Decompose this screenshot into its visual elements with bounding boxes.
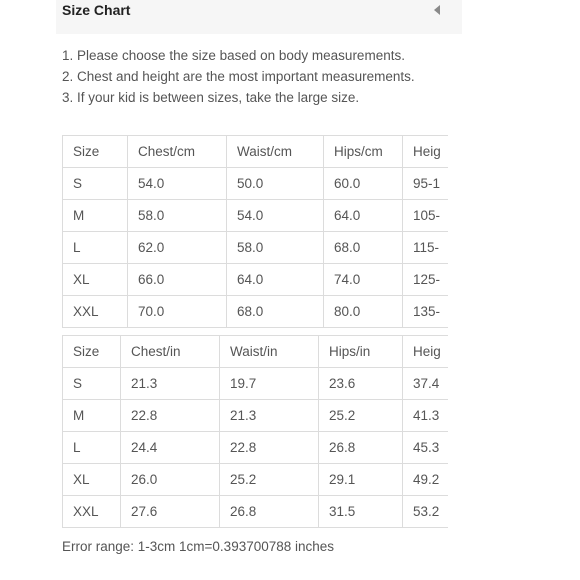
cm-table-cell: 95-1 [403, 168, 449, 200]
cm-table-cell: S [63, 168, 128, 200]
cm-table-cell: 50.0 [227, 168, 324, 200]
cm-table-cell: 74.0 [324, 264, 403, 296]
in-table-cell: 25.2 [220, 464, 319, 496]
cm-table-cell: L [63, 232, 128, 264]
in-table-container[interactable] [62, 335, 448, 536]
in-header-cell: Chest/in [121, 336, 220, 368]
in-table-cell: XL [63, 464, 121, 496]
cm-table-row [63, 264, 449, 296]
cm-table-row [63, 168, 449, 200]
in-header-cell: Waist/in [220, 336, 319, 368]
cm-table-cell: 54.0 [227, 200, 324, 232]
cm-table-cell: XL [63, 264, 128, 296]
cm-table-cell: 80.0 [324, 296, 403, 328]
note-1: 1. Please choose the size based on body measurements. [62, 48, 405, 63]
in-table-row [63, 496, 449, 528]
cm-table-cell: M [63, 200, 128, 232]
cm-table-cell: 60.0 [324, 168, 403, 200]
cm-table-cell: 125- [403, 264, 449, 296]
in-table-row [63, 464, 449, 496]
in-table-cell: 24.4 [121, 432, 220, 464]
cm-header-cell: Size [63, 136, 128, 168]
collapse-arrow-icon[interactable] [434, 5, 440, 15]
in-table-cell: S [63, 368, 121, 400]
size-chart-header[interactable] [56, 0, 462, 34]
size-chart-title: Size Chart [62, 2, 131, 18]
cm-table-row [63, 296, 449, 328]
in-table-cell: 31.5 [319, 496, 403, 528]
in-table-cell: 26.8 [220, 496, 319, 528]
cm-header-cell: Heig [403, 136, 449, 168]
cm-table-cell: XXL [63, 296, 128, 328]
in-table-cell: 26.0 [121, 464, 220, 496]
in-table-cell: 41.3 [403, 400, 449, 432]
size-table-in [62, 335, 448, 528]
in-table-cell: XXL [63, 496, 121, 528]
in-table-cell: 29.1 [319, 464, 403, 496]
cm-table-cell: 135- [403, 296, 449, 328]
cm-table-cell: 70.0 [128, 296, 227, 328]
in-table-cell: 26.8 [319, 432, 403, 464]
cm-table-cell: 54.0 [128, 168, 227, 200]
cm-table-cell: 64.0 [227, 264, 324, 296]
in-table-cell: 37.4 [403, 368, 449, 400]
in-table-row [63, 368, 449, 400]
in-table-cell: M [63, 400, 121, 432]
cm-table-cell: 115- [403, 232, 449, 264]
cm-table-cell: 68.0 [324, 232, 403, 264]
in-header-cell: Hips/in [319, 336, 403, 368]
in-header-row [63, 336, 449, 368]
in-table-cell: 23.6 [319, 368, 403, 400]
in-header-cell: Heig [403, 336, 449, 368]
size-notes [62, 47, 415, 110]
in-table-cell: 19.7 [220, 368, 319, 400]
cm-table-cell: 64.0 [324, 200, 403, 232]
in-table-cell: 27.6 [121, 496, 220, 528]
in-table-cell: 53.2 [403, 496, 449, 528]
in-table-cell: 22.8 [121, 400, 220, 432]
cm-table-cell: 66.0 [128, 264, 227, 296]
in-table-cell: 45.3 [403, 432, 449, 464]
error-range-note: Error range: 1-3cm 1cm=0.393700788 inches [62, 539, 335, 554]
cm-table-row [63, 200, 449, 232]
cm-table-cell: 68.0 [227, 296, 324, 328]
in-table-cell: 21.3 [220, 400, 319, 432]
cm-table-container[interactable] [62, 135, 448, 335]
cm-header-cell: Hips/cm [324, 136, 403, 168]
in-table-cell: 22.8 [220, 432, 319, 464]
cm-header-cell: Chest/cm [128, 136, 227, 168]
in-table-cell: 25.2 [319, 400, 403, 432]
in-table-cell: L [63, 432, 121, 464]
note-3: 3. If your kid is between sizes, take the large size. [62, 90, 360, 105]
cm-table-cell: 58.0 [128, 200, 227, 232]
cm-table-cell: 105- [403, 200, 449, 232]
in-header-cell: Size [63, 336, 121, 368]
in-table-body [63, 336, 449, 528]
in-table-cell: 21.3 [121, 368, 220, 400]
cm-table-body [63, 136, 449, 328]
in-table-cell: 49.2 [403, 464, 449, 496]
cm-table-cell: 58.0 [227, 232, 324, 264]
cm-table-row [63, 232, 449, 264]
note-2: 2. Chest and height are the most important measurements. [62, 69, 415, 84]
cm-header-row [63, 136, 449, 168]
in-table-row [63, 432, 449, 464]
cm-header-cell: Waist/cm [227, 136, 324, 168]
size-table-cm [62, 135, 448, 328]
cm-table-cell: 62.0 [128, 232, 227, 264]
in-table-row [63, 400, 449, 432]
